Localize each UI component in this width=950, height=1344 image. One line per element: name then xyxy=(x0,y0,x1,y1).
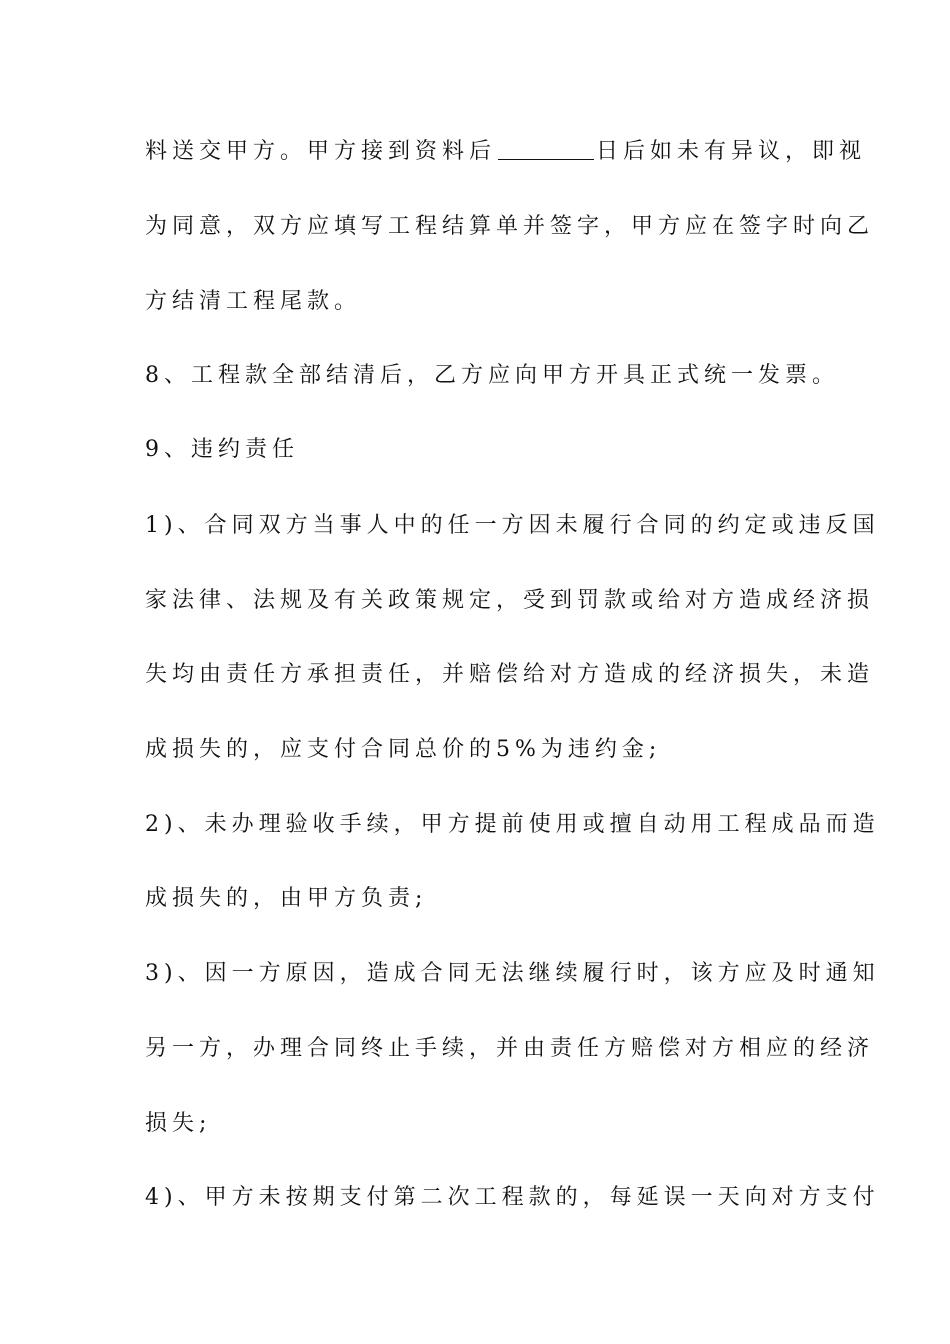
item-2-line-1: 2)、未办理验收手续，甲方提前使用或擅自动用工程成品而造 xyxy=(145,812,880,837)
item-1-line-4: 成损失的，应支付合同总价的5%为违约金; xyxy=(145,737,662,762)
clause-8-line: 8、工程款全部结清后，乙方应向甲方开具正式统一发票。 xyxy=(145,363,839,388)
line-1-text-before-blank: 料送交甲方。甲方接到资料后 xyxy=(145,139,497,164)
item-1-line-2: 家法律、法规及有关政策规定，受到罚款或给对方造成经济损 xyxy=(145,588,875,613)
item-4-line-1: 4)、甲方未按期支付第二次工程款的，每延误一天向对方支付 xyxy=(145,1185,880,1210)
item-2-line-2: 成损失的，由甲方负责; xyxy=(145,886,428,911)
paragraph-line-3: 方结清工程尾款。 xyxy=(145,289,362,314)
item-3-line-3: 损失; xyxy=(145,1111,212,1136)
item-3-line-2: 另一方，办理合同终止手续，并由责任方赔偿对方相应的经济 xyxy=(145,1036,875,1061)
paragraph-line-2: 为同意，双方应填写工程结算单并签字，甲方应在签字时向乙 xyxy=(145,214,875,239)
line-1-text-after-blank: 日后如未有异议，即视 xyxy=(596,139,867,164)
section-heading-liability: 9、违约责任 xyxy=(145,437,299,462)
fill-in-blank xyxy=(498,137,594,160)
paragraph-line-1 xyxy=(145,137,867,167)
item-1-line-1: 1)、合同双方当事人中的任一方因未履行合同的约定或违反国 xyxy=(145,513,880,538)
item-1-line-3: 失均由责任方承担责任，并赔偿给对方造成的经济损失，未造 xyxy=(145,662,875,687)
item-3-line-1: 3)、因一方原因，造成合同无法继续履行时，该方应及时通知 xyxy=(145,961,880,986)
